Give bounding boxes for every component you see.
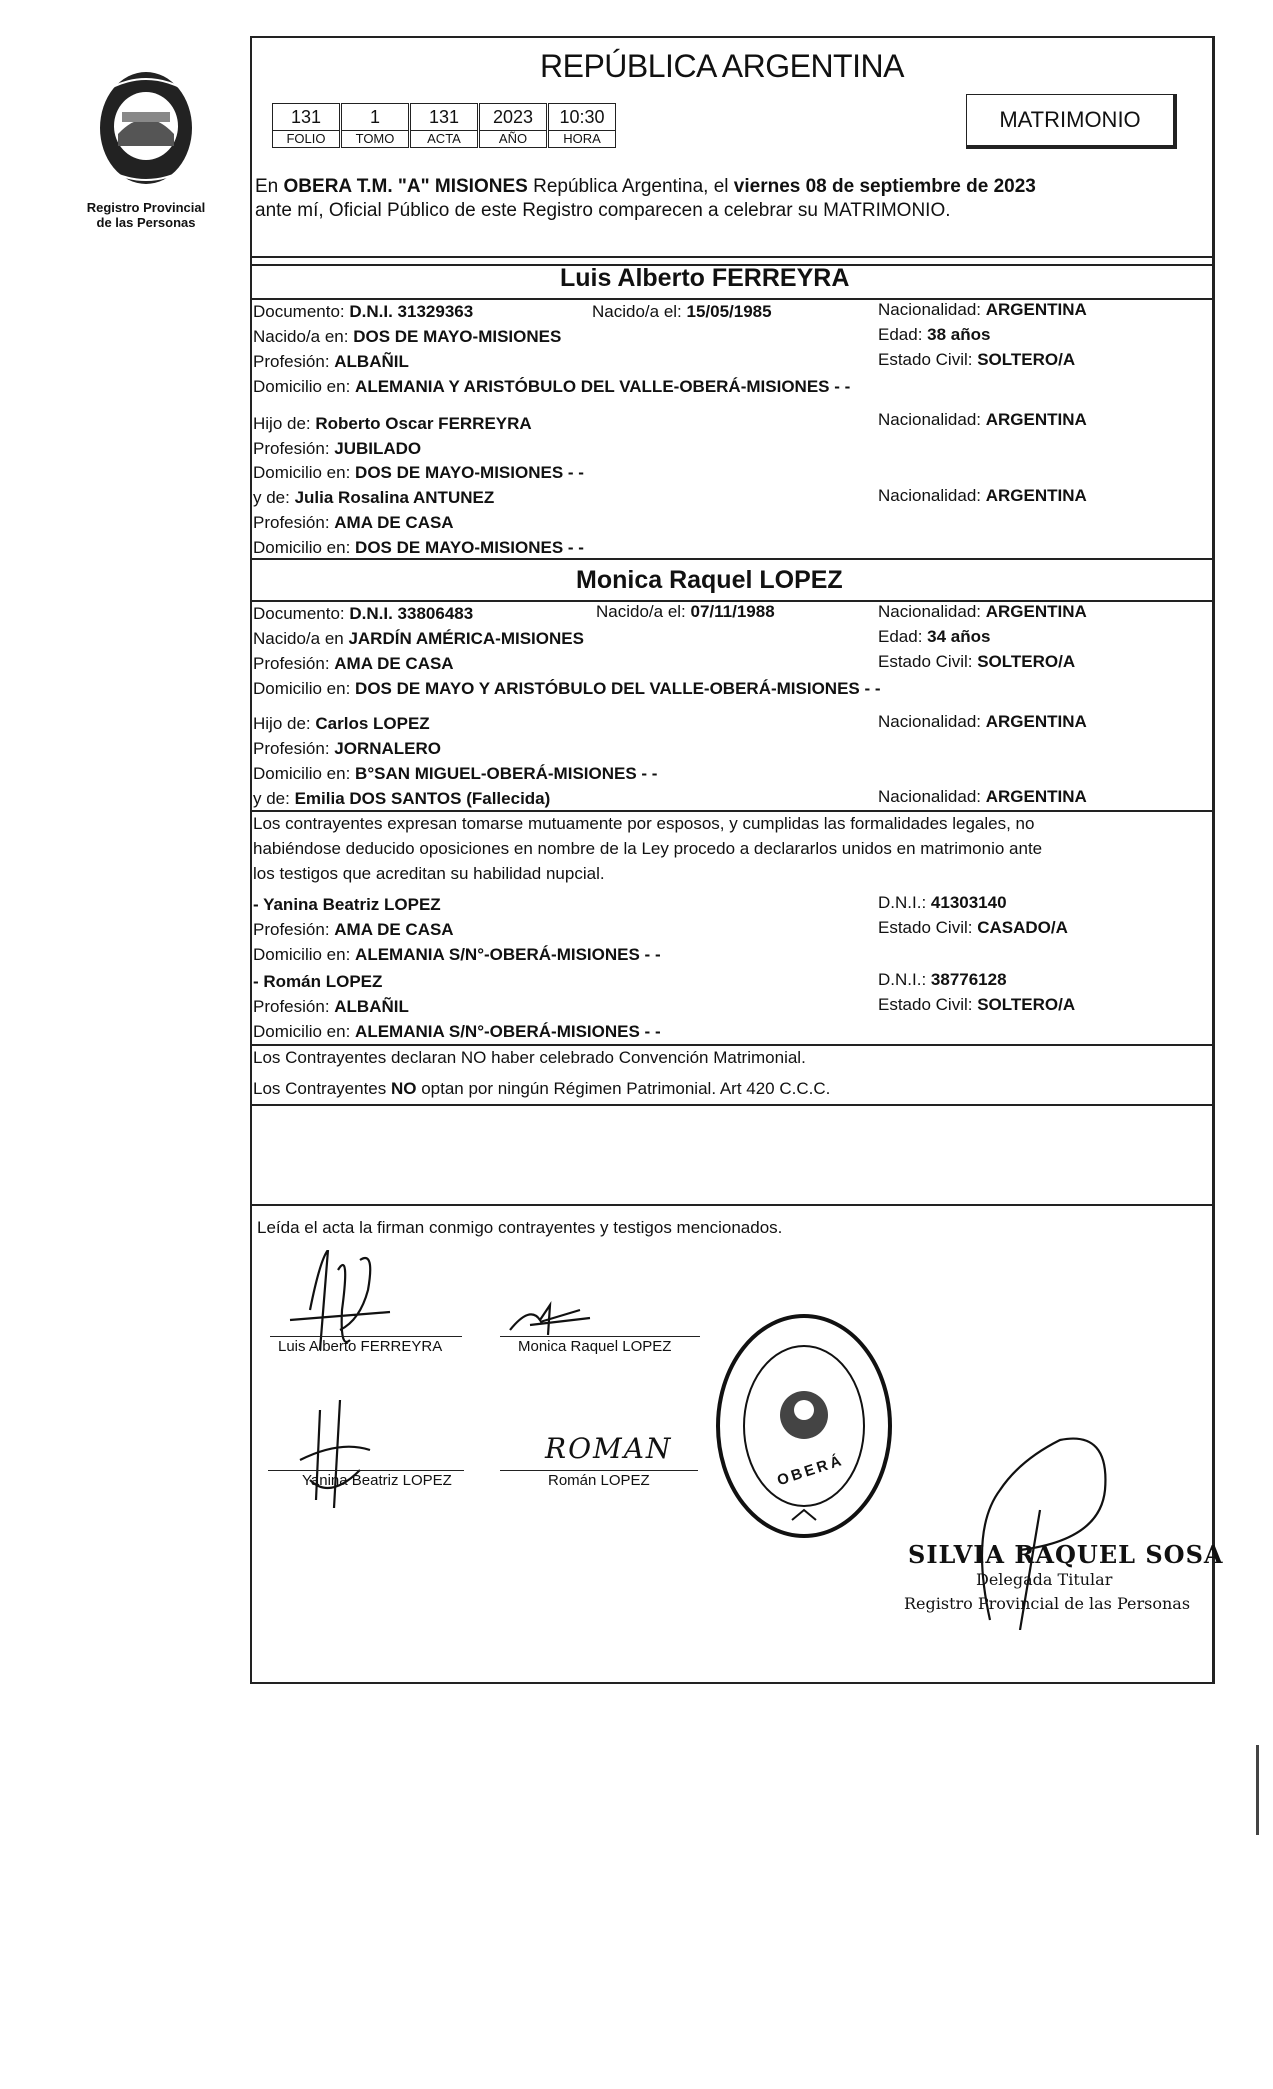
witness2-civil-status: Estado Civil: SOLTERO/A <box>878 995 1076 1014</box>
witness2-profession: Profesión: ALBAÑIL <box>253 997 409 1016</box>
record-label: HORA <box>548 131 616 148</box>
spouse2-father-profession: Profesión: JORNALERO <box>253 739 441 758</box>
seal-center-text: OBERÁ <box>775 1451 847 1490</box>
spouse2-address: Domicilio en: DOS DE MAYO Y ARISTÓBULO DEL VALLE-OBERÁ-MISIONES - - <box>253 679 881 698</box>
signature-caption: Monica Raquel LOPEZ <box>518 1338 672 1355</box>
witness2-address: Domicilio en: ALEMANIA S/N°-OBERÁ-MISIONES - - <box>253 1022 661 1041</box>
witness1-profession: Profesión: AMA DE CASA <box>253 920 454 939</box>
witness1-name: - Yanina Beatriz LOPEZ <box>253 895 441 914</box>
spouse2-nationality: Nacionalidad: ARGENTINA <box>878 602 1087 621</box>
spouse2-father: Hijo de: Carlos LOPEZ <box>253 714 430 733</box>
spouse2-age: Edad: 34 años <box>878 627 991 646</box>
convention-line: Los Contrayentes declaran NO haber celebrado Convención Matrimonial. <box>253 1048 806 1067</box>
page-title: REPÚBLICA ARGENTINA <box>540 48 904 84</box>
logo-caption: Registro Provincial <box>86 200 206 215</box>
certificate-type-box <box>966 94 1177 149</box>
spouse2-birthdate: Nacido/a el: 07/11/1988 <box>596 602 775 621</box>
spouse2-father-address: Domicilio en: B°SAN MIGUEL-OBERÁ-MISIONES - - <box>253 764 658 783</box>
record-value-acta: 131 <box>410 103 478 131</box>
signature-handwriting: ROMAN <box>545 1432 673 1465</box>
declaration-line: habiéndose deducido oposiciones en nombre de la Ley procedo a declararlos unidos en matrimonio ante <box>253 839 1043 858</box>
spouse1-document: Documento: D.N.I. 31329363 <box>253 302 474 321</box>
margin-mark <box>1256 1745 1259 1835</box>
closing-text: Leída el acta la firman conmigo contrayentes y testigos mencionados. <box>257 1218 783 1237</box>
spouse1-father-nationality: Nacionalidad: ARGENTINA <box>878 410 1087 429</box>
spouse2-document: Documento: D.N.I. 33806483 <box>253 604 474 623</box>
spouse1-father-address: Domicilio en: DOS DE MAYO-MISIONES - - <box>253 463 584 482</box>
spouse2-name: Monica Raquel LOPEZ <box>576 566 843 594</box>
signature-caption: Luis Alberto FERREYRA <box>278 1338 443 1355</box>
official-office: Registro Provincial de las Personas <box>904 1594 1191 1613</box>
spouse1-nationality: Nacionalidad: ARGENTINA <box>878 300 1087 319</box>
convention-line: Los Contrayentes NO optan por ningún Régimen Patrimonial. Art 420 C.C.C. <box>253 1079 831 1098</box>
record-label: TOMO <box>341 131 409 148</box>
record-label: AÑO <box>479 131 547 148</box>
spouse1-father-profession: Profesión: JUBILADO <box>253 439 422 458</box>
signature-caption: Román LOPEZ <box>548 1472 650 1489</box>
official-role: Delegada Titular <box>976 1570 1113 1589</box>
registry-seal <box>712 1310 897 1542</box>
record-value-folio: 131 <box>272 103 340 131</box>
spouse1-birthplace: Nacido/a en: DOS DE MAYO-MISIONES <box>253 327 562 346</box>
logo-caption: de las Personas <box>96 215 196 230</box>
spouse2-civil-status: Estado Civil: SOLTERO/A <box>878 652 1076 671</box>
spouse1-civil-status: Estado Civil: SOLTERO/A <box>878 350 1076 369</box>
spouse1-age: Edad: 38 años <box>878 325 991 344</box>
record-label: FOLIO <box>272 131 340 148</box>
record-value-tomo: 1 <box>341 103 409 131</box>
record-value-hora: 10:30 <box>548 103 616 131</box>
spouse1-mother-profession: Profesión: AMA DE CASA <box>253 513 454 532</box>
province-logo <box>82 64 210 194</box>
certificate-type: MATRIMONIO <box>999 107 1141 132</box>
signature-mark <box>500 1300 610 1340</box>
witness1-civil-status: Estado Civil: CASADO/A <box>878 918 1068 937</box>
witness1-address: Domicilio en: ALEMANIA S/N°-OBERÁ-MISIONES - - <box>253 945 661 964</box>
declaration-line: los testigos que acreditan su habilidad nupcial. <box>253 864 605 883</box>
signature-caption: Yanina Beatriz LOPEZ <box>302 1472 452 1489</box>
spouse2-birthplace: Nacido/a en JARDÍN AMÉRICA-MISIONES <box>253 629 584 648</box>
intro-line-2: ante mí, Oficial Público de este Registro comparecen a celebrar su MATRIMONIO. <box>255 200 951 221</box>
spouse1-mother-address: Domicilio en: DOS DE MAYO-MISIONES - - <box>253 538 584 557</box>
spouse1-father: Hijo de: Roberto Oscar FERREYRA <box>253 414 532 433</box>
record-label: ACTA <box>410 131 478 148</box>
spouse2-mother: y de: Emilia DOS SANTOS (Fallecida) <box>253 789 551 808</box>
declaration-line: Los contrayentes expresan tomarse mutuamente por esposos, y cumplidas las formalidades legales, no <box>253 814 1035 833</box>
spouse2-father-nationality: Nacionalidad: ARGENTINA <box>878 712 1087 731</box>
spouse1-mother-nationality: Nacionalidad: ARGENTINA <box>878 486 1087 505</box>
spouse1-profession: Profesión: ALBAÑIL <box>253 352 409 371</box>
spouse2-profession: Profesión: AMA DE CASA <box>253 654 454 673</box>
witness2-name: - Román LOPEZ <box>253 972 383 991</box>
official-name: SILVIA RAQUEL SOSA <box>908 1540 1224 1569</box>
spouse2-mother-nationality: Nacionalidad: ARGENTINA <box>878 787 1087 806</box>
signature-mark <box>290 1400 390 1510</box>
spouse1-name: Luis Alberto FERREYRA <box>560 264 850 292</box>
intro-line-1: En OBERA T.M. "A" MISIONES República Argentina, el viernes 08 de septiembre de 2023 <box>255 176 1036 197</box>
spouse1-birthdate: Nacido/a el: 15/05/1985 <box>592 302 772 321</box>
witness1-dni: D.N.I.: 41303140 <box>878 893 1007 912</box>
spouse1-address: Domicilio en: ALEMANIA Y ARISTÓBULO DEL VALLE-OBERÁ-MISIONES - - <box>253 377 851 396</box>
spouse1-mother: y de: Julia Rosalina ANTUNEZ <box>253 488 495 507</box>
witness2-dni: D.N.I.: 38776128 <box>878 970 1007 989</box>
record-value-ano: 2023 <box>479 103 547 131</box>
